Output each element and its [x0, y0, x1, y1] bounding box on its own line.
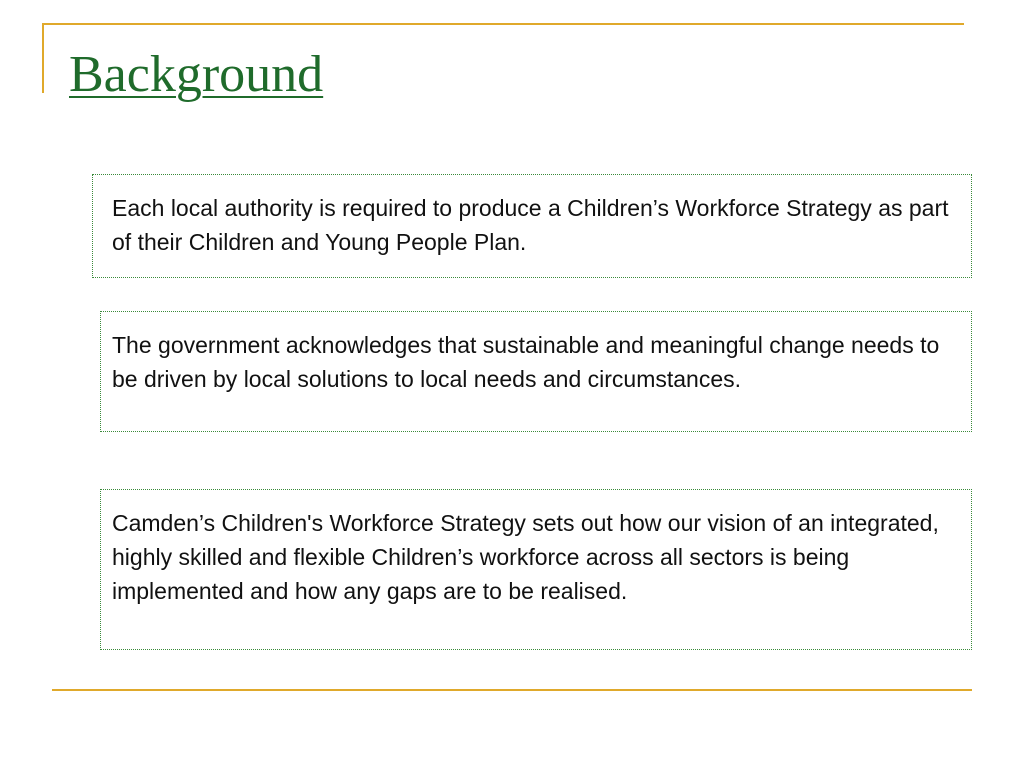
- top-rule: [42, 23, 964, 25]
- text-box-3: [100, 489, 972, 650]
- bottom-rule: [52, 689, 972, 691]
- left-rule: [42, 23, 44, 93]
- text-box-2-content: The government acknowledges that sustainable and meaningful change needs to be driven by local solutions to local needs and circumstances.: [112, 332, 940, 392]
- text-box-3-content: Camden’s Children's Workforce Strategy sets out how our vision of an integrated, highly skilled and flexible Children’s workforce across all sectors is being implemented and how any gaps are to be realised.: [112, 510, 939, 604]
- text-box-2: [100, 311, 972, 432]
- text-box-1-content: Each local authority is required to produce a Children’s Workforce Strategy as part of their Children and Young People Plan.: [112, 195, 949, 255]
- text-box-1: [92, 174, 972, 278]
- slide-title: Background: [69, 46, 324, 103]
